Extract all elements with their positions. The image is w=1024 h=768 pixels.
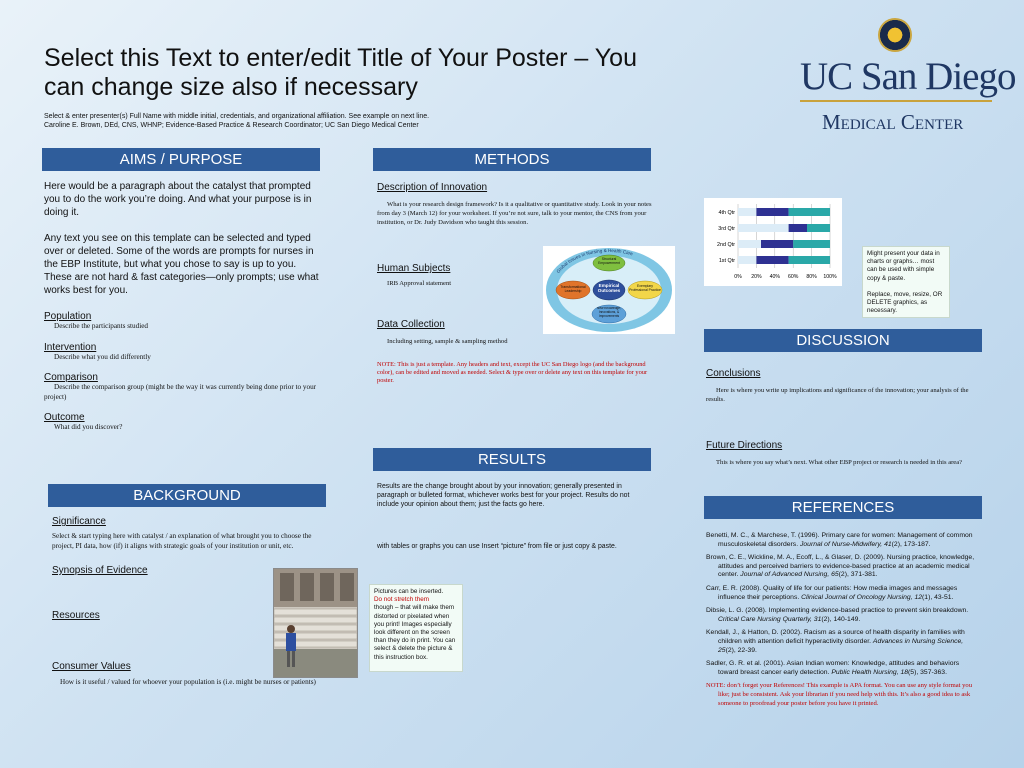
discussion-section [706, 368, 980, 467]
aims-paragraph-2[interactable]: Any text you see on this template can be selected and typed over or deleted. Some of the words are prompts for nurses in the EBP Institute, but what you chose to say is up to you. These are not hard & fast categories—only prompts; use what works best for you. [44, 233, 319, 296]
x-tick-label: 100% [823, 274, 837, 280]
ucsd-logo [800, 18, 1016, 134]
reference-journal: Advances in Nursing Science, 25 [718, 637, 964, 654]
references-header[interactable]: REFERENCES [704, 496, 982, 519]
photo-image[interactable] [273, 568, 358, 678]
aims-header[interactable]: AIMS / PURPOSE [42, 148, 320, 171]
photo-illustration [274, 569, 357, 677]
university-seal-icon [878, 18, 912, 52]
reference-journal: Clinical Journal of Oncology Nursing, 12 [801, 593, 923, 601]
reference-journal: Critical Care Nursing Quarterly, 31 [718, 615, 822, 623]
reference-item[interactable] [706, 607, 978, 624]
background-header[interactable]: BACKGROUND [48, 484, 326, 507]
picture-instruction-box[interactable] [369, 584, 463, 672]
diagram-bottom-label: New Knowledge, Innovations, & Improvements [597, 307, 621, 318]
y-tick-label: 2nd Qtr [717, 242, 735, 248]
x-tick-label: 40% [769, 274, 780, 280]
x-tick-label: 80% [806, 274, 817, 280]
chart-bar [738, 224, 789, 232]
description-heading[interactable]: Description of Innovation [377, 182, 488, 193]
results-paragraph-1[interactable]: Results are the change brought about by your innovation; generally presented in paragraph or bulleted format, whichever works best for your project. Results do not include your opinion about them; just the facts go here. [377, 483, 630, 508]
reference-pages: (2), 140-149. [821, 615, 861, 623]
bar-chart[interactable] [704, 198, 842, 286]
comparison-text[interactable]: Describe the comparison group (might be the way it was currently being done prior to your project) [44, 383, 317, 401]
references-list [706, 532, 978, 713]
picture-note-line-2: Do not stretch them [374, 596, 429, 604]
logo-rule [800, 100, 992, 102]
comparison-heading[interactable]: Comparison [44, 372, 98, 383]
results-header[interactable]: RESULTS [373, 448, 651, 471]
population-text[interactable]: Describe the participants studied [54, 322, 149, 330]
results-paragraph-2[interactable]: with tables or graphs you can use Insert “picture” from file or just copy & paste. [377, 543, 617, 551]
description-text[interactable]: What is your research design framework? Is it a qualitative or quantitative study. Look in your notes from day 3 (March 12) for your worksheet. If you’re not sure, talk to your mentor, the CNS from your institution, or Dr. Judy Davidson who taught this session. [377, 201, 652, 226]
reference-item[interactable] [706, 532, 978, 549]
reference-pages: (5), 357-363. [908, 668, 947, 676]
conclusions-heading[interactable]: Conclusions [706, 368, 761, 379]
resources-heading[interactable]: Resources [52, 610, 100, 621]
chart-bar [793, 240, 830, 248]
bar-chart-canvas [704, 198, 842, 286]
y-tick-label: 3rd Qtr [718, 226, 735, 232]
chart-bar [738, 240, 761, 248]
reference-pages: (1), 43-51. [922, 593, 954, 601]
chart-bar [761, 240, 793, 248]
presenter-line-1: Select & enter presenter(s) Full Name with middle initial, credentials, and organizational affiliation. See example on next line. [44, 113, 430, 120]
reference-text: Carr, E. R. (2008). Quality of life for our patients: How media images and messages influence their perceptions. [706, 584, 958, 601]
methods-header[interactable]: METHODS [373, 148, 651, 171]
reference-journal: Journal of Nurse-Midwifery, 41 [799, 540, 892, 548]
human-subjects-heading[interactable]: Human Subjects [377, 263, 451, 274]
consumer-values-heading[interactable]: Consumer Values [52, 661, 131, 672]
presenter-line-2: Caroline E. Brown, DEd, CNS, WHNP; Evidence-Based Practice & Research Coordinator; UC San Diego Medical Center [44, 122, 419, 129]
y-tick-label: 4th Qtr [718, 210, 735, 216]
reference-item[interactable] [706, 585, 978, 602]
reference-item[interactable] [706, 629, 978, 655]
future-directions-text[interactable]: This is where you say what’s next. What other EBP project or research is needed in this area? [716, 459, 963, 466]
reference-text: Sadler, G. R. et al. (2001). Asian Indian women: Knowledge, attitudes and behaviors toward breast cancer early detection. [706, 660, 960, 676]
logo-wordmark: UC San Diego [800, 55, 1016, 98]
reference-item[interactable] [706, 554, 978, 580]
magnet-model-diagram[interactable] [543, 246, 675, 334]
diagram-top-label: Structural Empowerment [598, 257, 620, 265]
picture-note-line-3: though – that will make them distorted or pixelated when you print! Images especially look different on the screen than they do in print. You can select & delete the picture & this instruction box. [374, 604, 456, 661]
y-tick-label: 1st Qtr [718, 258, 735, 264]
reference-item[interactable] [706, 660, 978, 677]
methods-section [377, 182, 653, 227]
chart-bar [738, 256, 756, 264]
intervention-heading[interactable]: Intervention [44, 341, 97, 353]
reference-journal: Public Health Nursing, 18 [831, 668, 909, 676]
data-collection-text[interactable]: Including setting, sample & sampling method [387, 338, 508, 345]
diagram-right-label: Exemplary Professional Practice [629, 284, 661, 292]
conclusions-text[interactable]: Here is where you write up implications and significance of the innovation; your analysis of the results. [706, 387, 969, 403]
chart-bar [789, 208, 830, 216]
chart-bar [738, 208, 756, 216]
human-subjects-text[interactable]: IRB Approval statement [387, 280, 452, 287]
outcome-heading[interactable]: Outcome [44, 412, 85, 423]
x-tick-label: 60% [788, 274, 799, 280]
consumer-values-text[interactable]: How is it useful / valued for whoever your population is (i.e. might be nurses or patients) [60, 678, 316, 686]
synopsis-heading[interactable]: Synopsis of Evidence [52, 565, 148, 576]
chart-bar [789, 224, 807, 232]
results-section [377, 483, 651, 552]
poster-title[interactable]: Select this Text to enter/edit Title of Your Poster – You can change size also if necessary [44, 44, 637, 101]
x-tick-label: 0% [734, 274, 742, 280]
reference-text: Kendall, J., & Hatton, D. (2002). Racism as a source of health disparity in families with children with attention deficit hyperactivity disorder. [706, 629, 965, 645]
reference-text: Benetti, M. C., & Marchese, T. (1996). Primary care for women: Management of common musculoskeletal disorders. [706, 532, 973, 548]
data-collection-heading[interactable]: Data Collection [377, 319, 445, 330]
reference-pages: (2), 22-39. [725, 646, 757, 654]
magnet-model-graphic [543, 246, 675, 334]
future-directions-heading[interactable]: Future Directions [706, 440, 783, 451]
human-subjects-block [377, 263, 537, 289]
chart-instruction-box[interactable]: Might present your data in charts or graphs… most can be used with simple copy & paste. Replace, move, resize, OR DELETE graphics, as necessary. [862, 246, 950, 318]
logo-subtitle: Medical Center [822, 110, 964, 134]
references-note[interactable]: NOTE: don’t forget your References! This example is APA format. You can use any style format you like; just be consistent. Ask your librarian if you need help with this. It’s also a good idea to ask someone to proofread your poster before you have it printed. [706, 682, 973, 707]
diagram-center-label: Empirical Outcomes [597, 283, 621, 294]
diagram-ring-text: Global Issues in Nursing & Health Care [555, 247, 634, 275]
reference-text: Dibsie, L. G. (2008). Implementing evidence-based practice to prevent skin breakdown. [706, 607, 969, 615]
population-heading[interactable]: Population [44, 311, 92, 322]
aims-paragraph-1[interactable]: Here would be a paragraph about the catalyst that prompted you to do the work you’re doing. And what your purpose is in doing it. [44, 181, 312, 218]
intervention-text[interactable]: Describe what you did differently [54, 352, 151, 361]
reference-pages: (2), 173-187. [891, 540, 931, 548]
chart-bar [756, 208, 788, 216]
chart-bar [756, 256, 788, 264]
diagram-left-label: Transformational Leadership [560, 285, 586, 293]
aims-section [44, 180, 320, 433]
chart-bar [789, 256, 830, 264]
reference-journal: Journal of Advanced Nursing, 65 [740, 571, 839, 579]
template-note[interactable]: NOTE: This is just a template. Any headers and text, except the UC San Diego logo (and the background color), can be edited and moved as needed. Select & type over or delete any text on this template for your poster. [377, 360, 648, 385]
significance-heading[interactable]: Significance [52, 516, 106, 527]
significance-text[interactable]: Select & start typing here with catalyst / an explanation of what brought you to choose the project, PI data, how (if) it aligns with strategic goals of your institution or unit, etc. [52, 532, 312, 550]
discussion-header[interactable]: DISCUSSION [704, 329, 982, 352]
reference-text: Brown, C. E., Wickline, M. A., Ecoff, L., & Glaser, D. (2009). Nursing practice, knowledge, attitudes and perceived barriers to evidence-based practice at an academic medical center. [706, 554, 975, 579]
outcome-text[interactable]: What did you discover? [54, 423, 123, 431]
reference-pages: (2), 371-381. [838, 571, 878, 579]
chart-bar [807, 224, 830, 232]
picture-note-line-1: Pictures can be inserted. [374, 588, 444, 595]
x-tick-label: 20% [751, 274, 762, 280]
presenter-info[interactable] [44, 112, 664, 130]
